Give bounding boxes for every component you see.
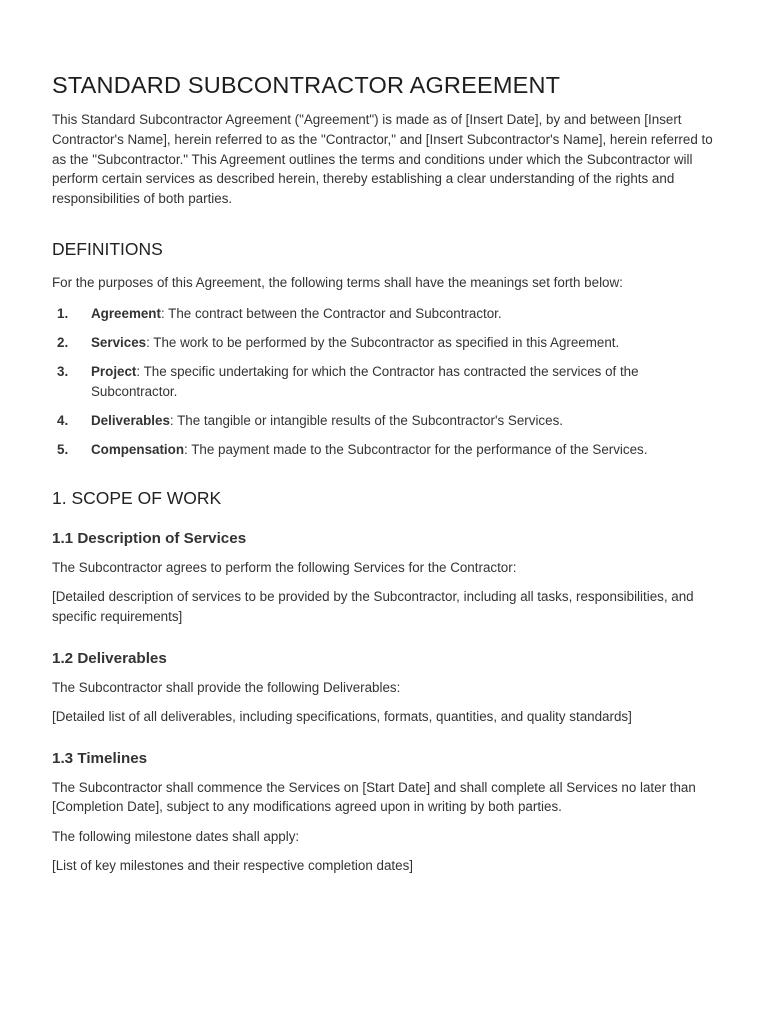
list-item [52, 304, 718, 324]
list-item-number: 3. [57, 363, 69, 379]
list-item [52, 362, 718, 402]
deliverables-placeholder: [Detailed list of all deliverables, including specifications, formats, quantities, and quality standards] [52, 708, 632, 724]
intro-paragraph: This Standard Subcontractor Agreement ("Agreement") is made as of [Insert Date], by and between [Insert Contractor's Name], herein referred to as the "Contractor," and [Insert Subcontractor's Name], herein referred to as the "Subcontractor." This Agreement outlines the terms and conditions under which the Subcontractor will perform certain services as described herein, thereby establishing a clear understanding of the rights and responsibilities of both parties. [52, 112, 713, 207]
definition-term: Project [91, 363, 137, 379]
definition-text: : The payment made to the Subcontractor for the performance of the Services. [184, 441, 648, 457]
timelines-heading: 1.3 Timelines [52, 749, 148, 767]
list-item-number: 4. [57, 412, 69, 428]
deliverables-lead: The Subcontractor shall provide the following Deliverables: [52, 679, 401, 695]
definition-term: Agreement [91, 305, 161, 321]
definition-text: : The tangible or intangible results of the Subcontractor's Services. [169, 412, 563, 428]
definition-term: Deliverables [91, 412, 170, 428]
definitions-lead: For the purposes of this Agreement, the following terms shall have the meanings set forth below: [52, 274, 623, 290]
list-item-body [91, 411, 718, 431]
scope-heading: 1. SCOPE OF WORK [52, 487, 222, 508]
list-item-body [91, 304, 718, 324]
list-item-body [91, 333, 718, 353]
definition-text: : The contract between the Contractor and Subcontractor. [160, 305, 502, 321]
deliverables-heading: 1.2 Deliverables [52, 649, 167, 667]
definition-term: Services [91, 334, 147, 350]
milestones-placeholder: [List of key milestones and their respective completion dates] [52, 857, 413, 873]
list-item-number: 1. [57, 305, 69, 321]
definition-term: Compensation [91, 441, 184, 457]
document-title: STANDARD SUBCONTRACTOR AGREEMENT [52, 72, 561, 98]
list-item-body [91, 362, 718, 402]
list-item [52, 333, 718, 353]
list-item-number: 5. [57, 441, 69, 457]
definitions-heading: DEFINITIONS [52, 238, 163, 259]
definition-text: : The specific undertaking for which the Contractor has contracted the services of the Subcontractor. [91, 363, 639, 399]
description-heading: 1.1 Description of Services [52, 529, 247, 547]
definitions-list [52, 304, 718, 460]
description-lead: The Subcontractor agrees to perform the following Services for the Contractor: [52, 559, 517, 575]
description-placeholder: [Detailed description of services to be provided by the Subcontractor, including all tasks, responsibilities, and specific requirements] [52, 588, 694, 624]
list-item [52, 411, 718, 431]
list-item [52, 440, 718, 460]
timelines-lead: The Subcontractor shall commence the Services on [Start Date] and shall complete all Services no later than [Completion Date], subject to any modifications agreed upon in writing by both parties. [52, 779, 696, 815]
list-item-number: 2. [57, 334, 69, 350]
milestones-lead: The following milestone dates shall apply: [52, 828, 300, 844]
list-item-body [91, 440, 718, 460]
definition-text: : The work to be performed by the Subcontractor as specified in this Agreement. [146, 334, 620, 350]
